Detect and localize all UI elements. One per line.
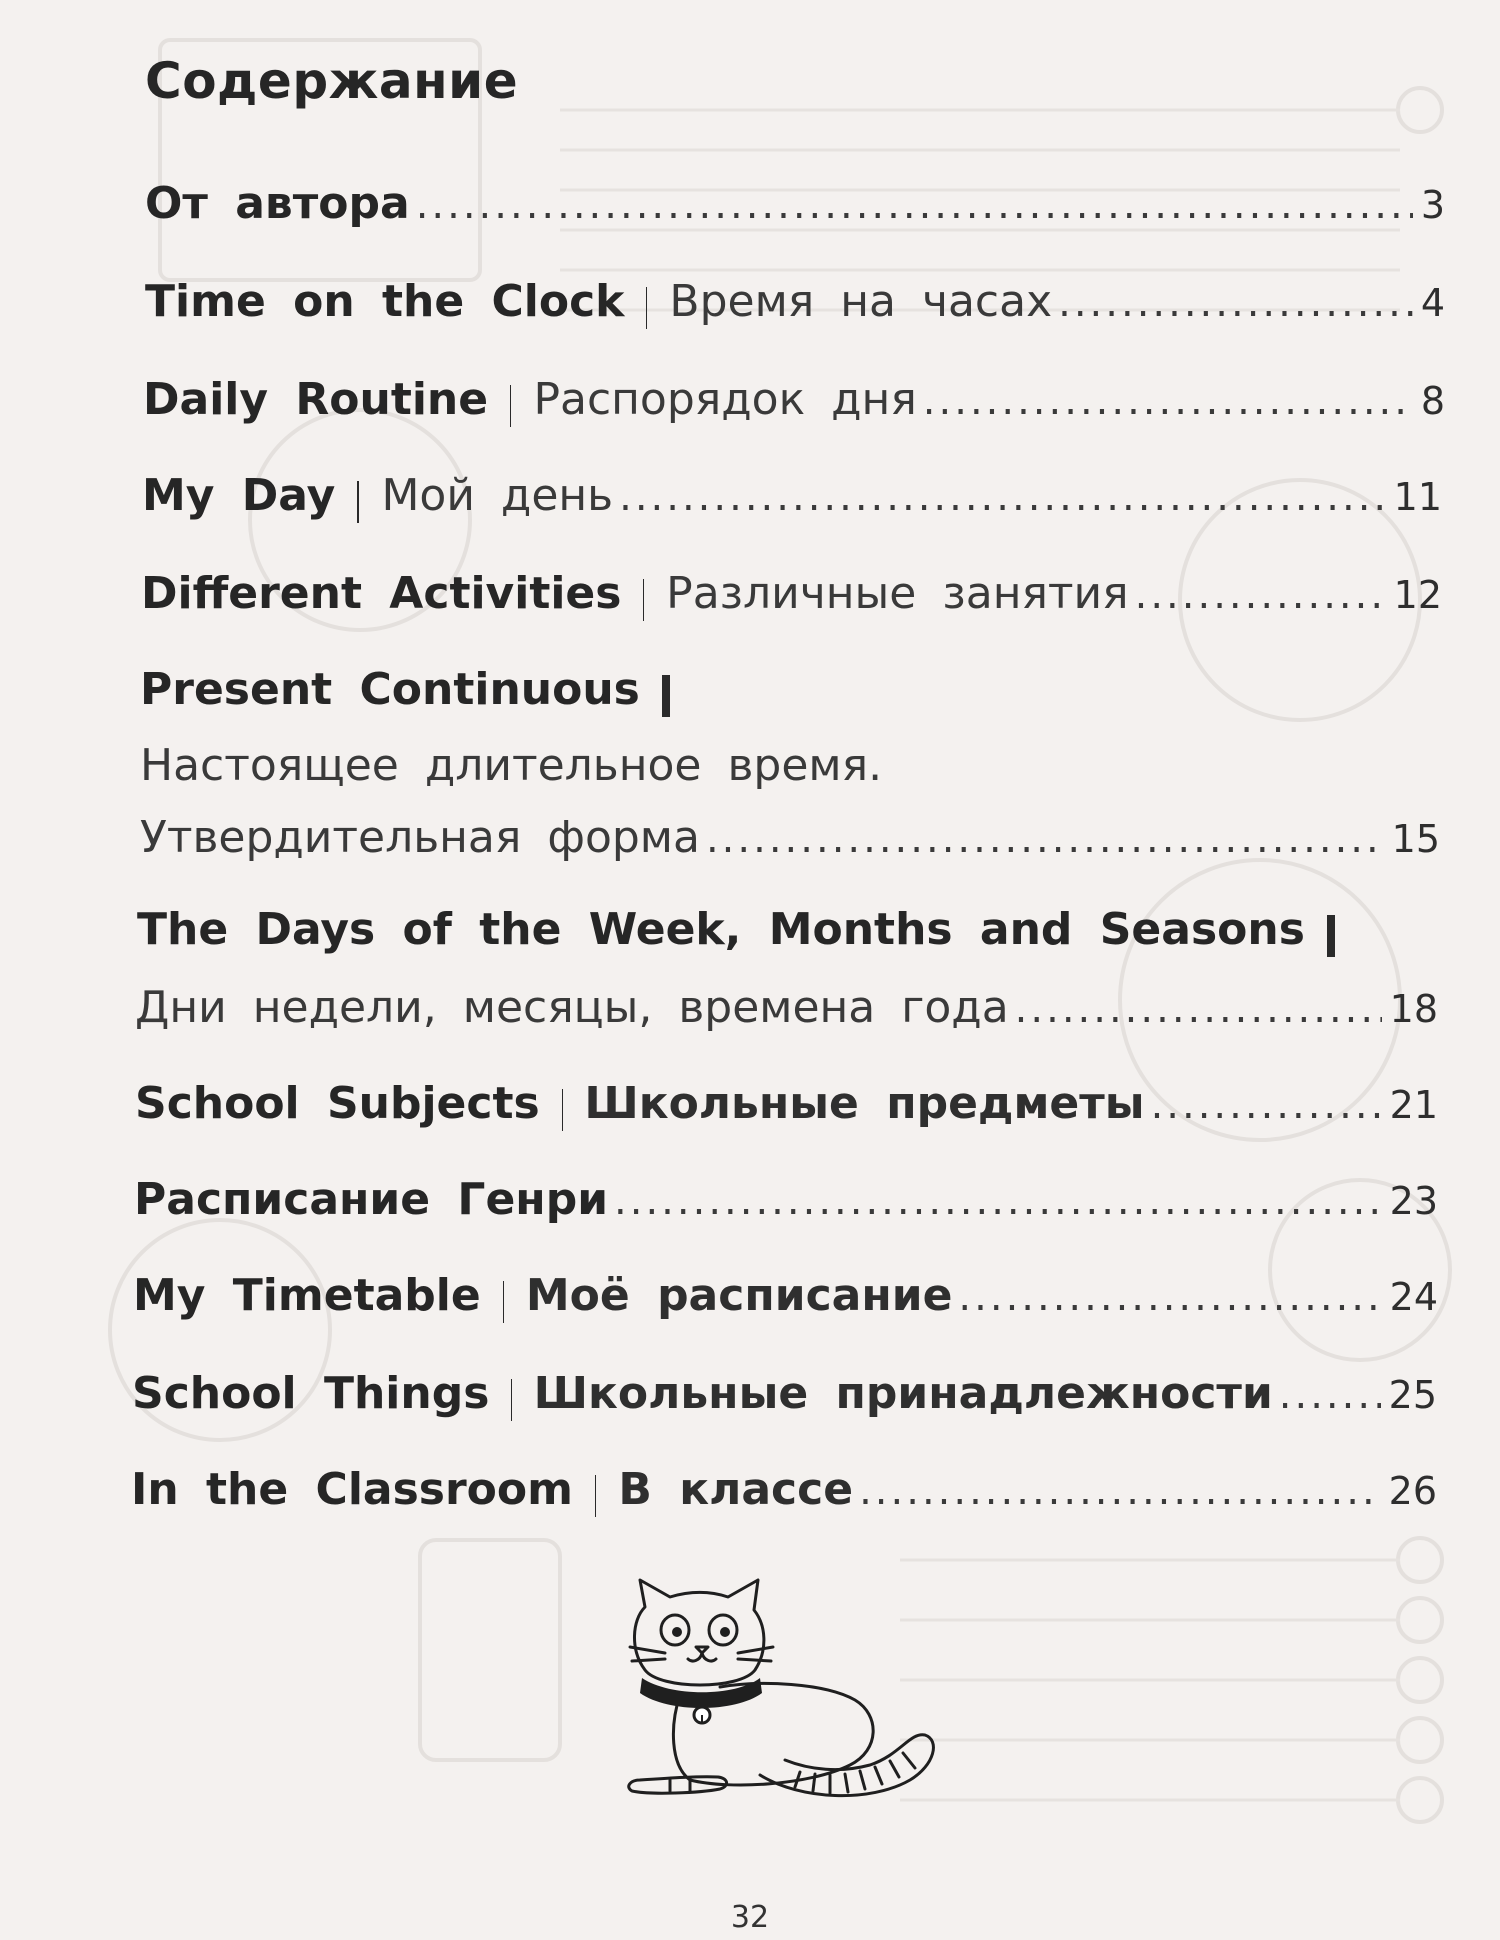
toc-entry-translation: Распорядок дня (533, 374, 917, 425)
toc-page-number: 8 (1420, 379, 1445, 423)
toc-entry-translation: Школьные предметы (584, 1078, 1145, 1129)
dot-leader (859, 1468, 1381, 1514)
toc-entry-translation: Мой день (381, 470, 614, 521)
toc-page-number: 4 (1420, 281, 1445, 325)
toc-page-number: 26 (1388, 1469, 1437, 1513)
toc-entry-translation: В классе (618, 1464, 854, 1515)
toc-entry[interactable] (135, 1078, 1438, 1138)
separator-bar (646, 287, 647, 329)
toc-entry[interactable] (131, 1464, 1437, 1524)
toc-page-number: 21 (1389, 1083, 1438, 1127)
toc-entry[interactable] (145, 276, 1445, 336)
toc-page-number: 3 (1420, 183, 1445, 227)
toc-page-number: 18 (1389, 987, 1438, 1031)
toc-entry[interactable] (145, 178, 1445, 238)
toc-entry-translation-line: Настоящее длительное время. (140, 740, 883, 791)
toc-page-number: 11 (1393, 475, 1442, 519)
dot-leader (619, 474, 1386, 520)
toc-entry-title: My Timetable (133, 1270, 481, 1321)
dot-leader (923, 378, 1413, 424)
toc-entry[interactable] (143, 374, 1445, 434)
toc-entry-title: От автора (145, 178, 410, 229)
toc-entry[interactable] (142, 470, 1442, 530)
toc-entry[interactable] (133, 1270, 1438, 1330)
separator-bar (510, 385, 511, 427)
toc-entry[interactable] (134, 1174, 1438, 1234)
toc-entry[interactable] (132, 1368, 1437, 1428)
page-title: Содержание (145, 51, 519, 110)
toc-entry-title: My Day (142, 470, 336, 521)
page-number: 32 (730, 1900, 770, 1935)
toc-entry-title: Present Continuous (140, 664, 640, 715)
dot-leader (416, 182, 1413, 228)
toc-entry-translation: Время на часах (669, 276, 1053, 327)
toc-page-number: 24 (1389, 1275, 1438, 1319)
toc-page-number: 12 (1393, 573, 1442, 617)
toc-entry-title: Расписание Генри (134, 1174, 609, 1225)
toc-entry-translation-line: Утвердительная форма (140, 812, 700, 863)
toc-entry-title: Time on the Clock (145, 276, 625, 327)
separator-bar (357, 481, 359, 523)
toc-entry-title: In the Classroom (131, 1464, 573, 1515)
toc-entry-title: School Subjects (135, 1078, 540, 1129)
separator-bar (643, 579, 644, 621)
toc-entry-translation-line: Дни недели, месяцы, времена года (135, 982, 1009, 1033)
dot-leader (1151, 1082, 1382, 1128)
toc-entry-translation: Школьные принадлежности (533, 1368, 1273, 1419)
dot-leader (1135, 572, 1386, 618)
toc-entry-title: School Things (132, 1368, 490, 1419)
separator-bar (503, 1281, 504, 1323)
dot-leader (1015, 986, 1382, 1032)
toc-page-number: 23 (1389, 1179, 1438, 1223)
dot-leader (706, 816, 1384, 862)
toc-entry-title: The Days of the Week, Months and Seasons (137, 904, 1305, 955)
toc-entry[interactable] (141, 568, 1442, 628)
separator-bar (662, 675, 670, 717)
dot-leader (614, 1178, 1382, 1224)
toc-page-number: 15 (1391, 817, 1440, 861)
dot-leader (1058, 280, 1413, 326)
toc-entry-title: Daily Routine (143, 374, 489, 425)
toc-entry-translation: Моё расписание (525, 1270, 953, 1321)
cat-illustration (610, 1575, 950, 1805)
separator-bar (595, 1475, 596, 1517)
dot-leader (958, 1274, 1381, 1320)
toc-entry-title: Different Activities (141, 568, 622, 619)
toc-entry-translation: Различные занятия (666, 568, 1129, 619)
dot-leader (1279, 1372, 1381, 1418)
toc-page-number: 25 (1388, 1373, 1437, 1417)
separator-bar (1327, 915, 1335, 957)
separator-bar (562, 1089, 563, 1131)
